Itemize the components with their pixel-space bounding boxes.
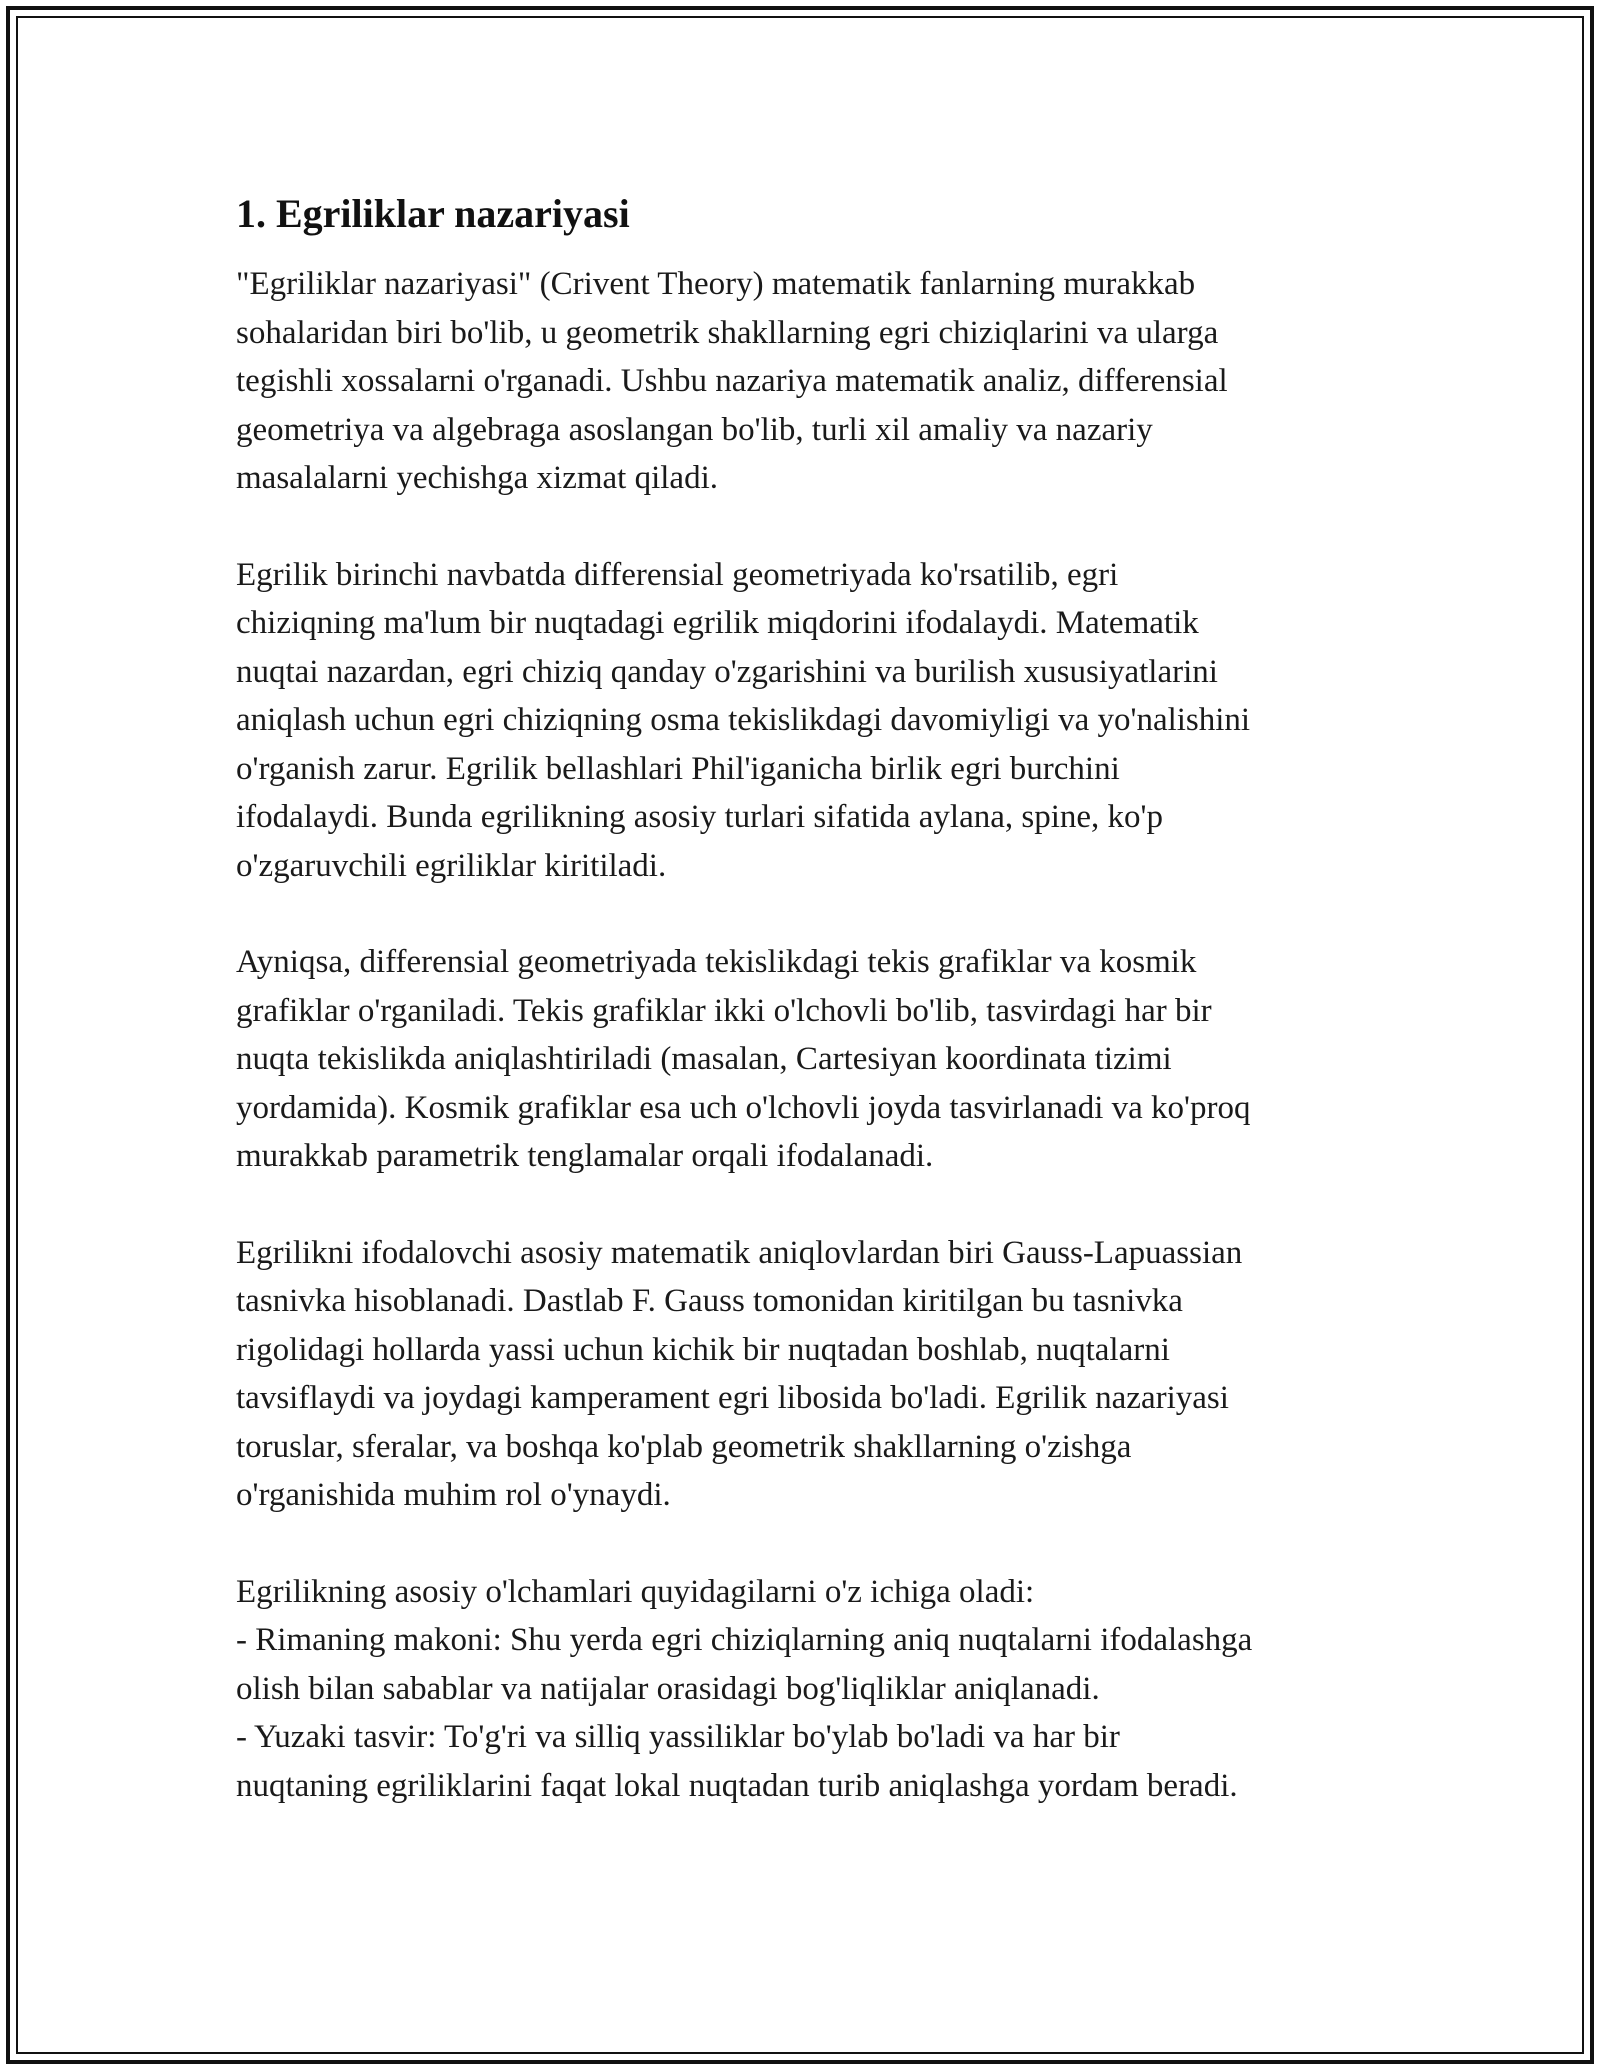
paragraph-gauss: [236, 1229, 1386, 1520]
text-line: tasnivka hisoblanadi. Dastlab F. Gauss tomonidan kiritilgan bu tasnivka: [236, 1283, 1183, 1319]
text-line: o'zgaruvchili egriliklar kiritiladi.: [236, 847, 667, 884]
text-line: sohalaridan biri bo'lib, u geometrik shakllarning egri chiziqlarini va ularga: [236, 314, 1219, 351]
text-line: o'rganishida muhim rol o'ynaydi.: [236, 1477, 671, 1513]
list-item: - Yuzaki tasvir: To'g'ri va silliq yassiliklar bo'ylab bo'ladi va har bir: [236, 1719, 1120, 1755]
text-line: ifodalaydi. Bunda egrilikning asosiy turlari sifatida aylana, spine, ko'p: [236, 799, 1163, 835]
list-item: - Rimaning makoni: Shu yerda egri chiziqlarning aniq nuqtalarni ifodalashga: [236, 1622, 1253, 1658]
text-line: nuqtai nazardan, egri chiziq qanday o'zgarishini va burilish xususiyatlarini: [236, 653, 1218, 690]
section-title: 1. Egriliklar nazariyasi: [236, 191, 630, 236]
text-line: nuqta tekislikda aniqlashtiriladi (masalan, Cartesiyan koordinata tizimi: [236, 1041, 1172, 1077]
paragraph-curvature: [236, 551, 1386, 891]
text-line: Ayniqsa, differensial geometriyada tekislikdagi tekis grafiklar va kosmik: [236, 944, 1197, 980]
text-line: "Egriliklar nazariyasi" (Crivent Theory) matematik fanlarning murakkab: [236, 266, 1196, 302]
text-line: masalalarni yechishga xizmat qiladi.: [236, 460, 718, 496]
text-line: chiziqning ma'lum bir nuqtadagi egrilik miqdorini ifodalaydi. Matematik: [236, 605, 1199, 641]
paragraph-graphs: [236, 938, 1386, 1181]
text-line: grafiklar o'rganiladi. Tekis grafiklar ikki o'lchovli bo'lib, tasvirdagi har bir: [236, 992, 1212, 1029]
text-line: tegishli xossalarni o'rganadi. Ushbu nazariya matematik analiz, differensial: [236, 363, 1228, 399]
paragraph-measures: [236, 1568, 1386, 1811]
text-line: Egrilikni ifodalovchi asosiy matematik aniqlovlardan biri Gauss-Lapuassian: [236, 1234, 1243, 1271]
text-line: Egrilik birinchi navbatda differensial geometriyada ko'rsatilib, egri: [236, 556, 1119, 593]
text-line: olish bilan sabablar va natijalar orasidagi bog'liqliklar aniqlanadi.: [236, 1670, 1100, 1707]
text-line: aniqlash uchun egri chiziqning osma tekislikdagi davomiyligi va yo'nalishini: [236, 702, 1251, 738]
text-line: tavsiflaydi va joydagi kamperament egri libosida bo'ladi. Egrilik nazariyasi: [236, 1380, 1229, 1416]
text-line: nuqtaning egriliklarini faqat lokal nuqtadan turib aniqlashga yordam beradi.: [236, 1767, 1238, 1804]
text-line: yordamida). Kosmik grafiklar esa uch o'lchovli joyda tasvirlanadi va ko'proq: [236, 1089, 1251, 1126]
text-line: toruslar, sferalar, va boshqa ko'plab geometrik shakllarning o'zishga: [236, 1428, 1132, 1465]
text-line: murakkab parametrik tenglamalar orqali ifodalanadi.: [236, 1138, 934, 1174]
text-line: rigolidagi hollarda yassi uchun kichik bir nuqtadan boshlab, nuqtalarni: [236, 1331, 1170, 1368]
text-line: o'rganish zarur. Egrilik bellashlari Phil'iganicha birlik egri burchini: [236, 750, 1120, 787]
paragraph-intro: [236, 260, 1386, 503]
text-line: Egrilikning asosiy o'lchamlari quyidagilarni o'z ichiga oladi:: [236, 1573, 1035, 1610]
text-line: geometriya va algebraga asoslangan bo'lib, turli xil amaliy va nazariy: [236, 411, 1153, 448]
document-body: [236, 188, 1386, 1810]
